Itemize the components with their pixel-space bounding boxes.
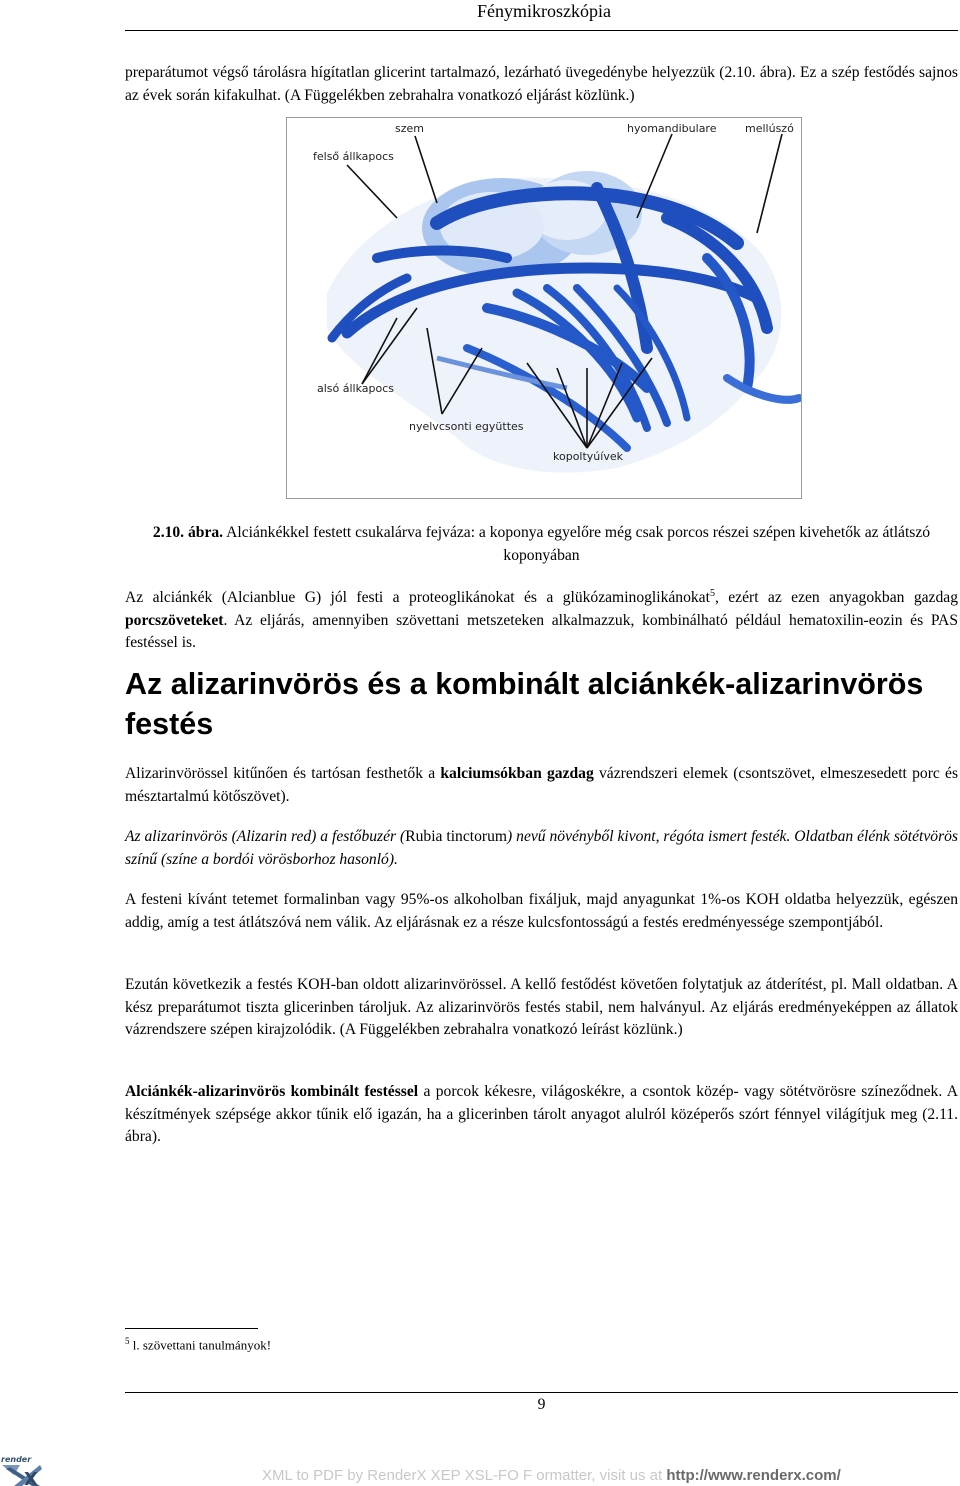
paragraph-intro: preparátumot végső tárolásra hígítatlan glicerint tartalmazó, lezárható üvegedénybe helyezzük (2.10. ábra). Ez a szép festődés sajnos az évek során kifakulhat. (A Függelékben zebrahalra vonatkozó eljárást közlünk.)	[125, 64, 958, 104]
paragraph-fixation: A festeni kívánt tetemet formalinban vagy 95%-os alkoholban fixáljuk, majd anyagunkat 1%-os KOH oldatba helyezzük, egészen addig, amíg a test átlátszóvá nem válik. Az eljárásnak ez a része kulcsfontosságú a festés eredményessége szempontjából.	[125, 891, 958, 931]
footnote-rule	[125, 1328, 258, 1329]
label-szem: szem	[395, 122, 424, 135]
svg-text:X: X	[24, 1469, 38, 1486]
figure-caption	[125, 522, 958, 567]
figure-illustration	[287, 118, 801, 498]
footnote: $^5$ l. szövettani tanulmányok!	[125, 1336, 272, 1353]
footnote-ref[interactable]: 5	[709, 588, 715, 599]
section-title: Az alizarinvörös és a kombinált alciánkék-alizarinvörös festés	[125, 667, 924, 741]
watermark-link[interactable]: http://www.renderx.com/	[666, 1467, 841, 1484]
caption-number: 2.10. ábra.	[152, 524, 224, 541]
paragraph-staining: Ezután következik a festés KOH-ban oldott alizarinvörössel. A kellő festődést követően folytatjuk az átderítést, pl. Mall oldatban. A kész preparátumot tiszta glicerinben tároljuk. Az alizarinvörös festés stabil, nem halványul. Az eljárás eredményeképpen az állatok vázrendszere szépen kirajzolódik. (A Függelékben zebrahalra vonatkozó leírást közlünk.)	[125, 976, 958, 1038]
label-melluszo: mellúszó	[745, 122, 794, 135]
renderx-logo-icon	[0, 1453, 42, 1486]
paragraph-combined: Alciánkék-alizarinvörös kombinált festéssel a porcok kékesre, világoskékre, a csontok közép- vagy sötétvörösre színeződnek. A készítmények szépsége akkor tűnik elő igazán, ha a glicerinben tárolt anyagot alulról középerős szórt fénnyel világítjuk meg (2.11. ábra).	[125, 1083, 958, 1145]
page-footer-rule	[125, 1392, 958, 1393]
label-felso-allkapocs: felső állkapocs	[313, 150, 394, 163]
label-also-allkapocs: alsó állkapocs	[317, 382, 395, 395]
label-hyomandibulare: hyomandibulare	[627, 122, 717, 135]
svg-text:render: render	[1, 1455, 32, 1464]
figure-fish-skull	[286, 117, 802, 499]
page-header-title: Fénymikroszkópia	[477, 1, 611, 21]
watermark: XML to PDF by RenderX XEP XSL-FO F ormatter, visit us at http://www.renderx.com/	[262, 1467, 841, 1484]
paragraph-alizarin-red: Az alizarinvörös (Alizarin red) a festőbuzér (Rubia tinctorum) nevű növényből kivont, régóta ismert festék. Oldatban élénk sötétvörös színű (színe a bordói vörösborhoz hasonló).	[125, 828, 959, 868]
caption-text: Alciánkékkel festett csukalárva fejváza: a koponya egyelőre még csak porcos részei szépen kivehetők az átlátszó koponyában	[223, 524, 931, 564]
page-number: 9	[537, 1396, 546, 1413]
paragraph-alcian: Az alciánkék (Alcianblue G) jól festi a proteoglikánokat és a glükózaminoglikánokat$^5$, ezért az ezen anyagokban gazdag porcszöveteket. Az eljárás, amennyiben szövettani metszeteken alkalmazzuk, kombinálható például hematoxilin-eozin és PAS festéssel is.	[125, 588, 958, 652]
label-kopoltyuivek: kopoltyúívek	[553, 450, 623, 463]
paragraph-alizarin: Alizarinvörössel kitűnően és tartósan festhetők a kalciumsókban gazdag vázrendszeri elemek (csontszövet, elmeszesedett porc és mésztartalmú kötőszövet).	[125, 765, 959, 805]
header-rule	[125, 30, 958, 31]
label-nyelvcsonti: nyelvcsonti együttes	[409, 420, 524, 433]
